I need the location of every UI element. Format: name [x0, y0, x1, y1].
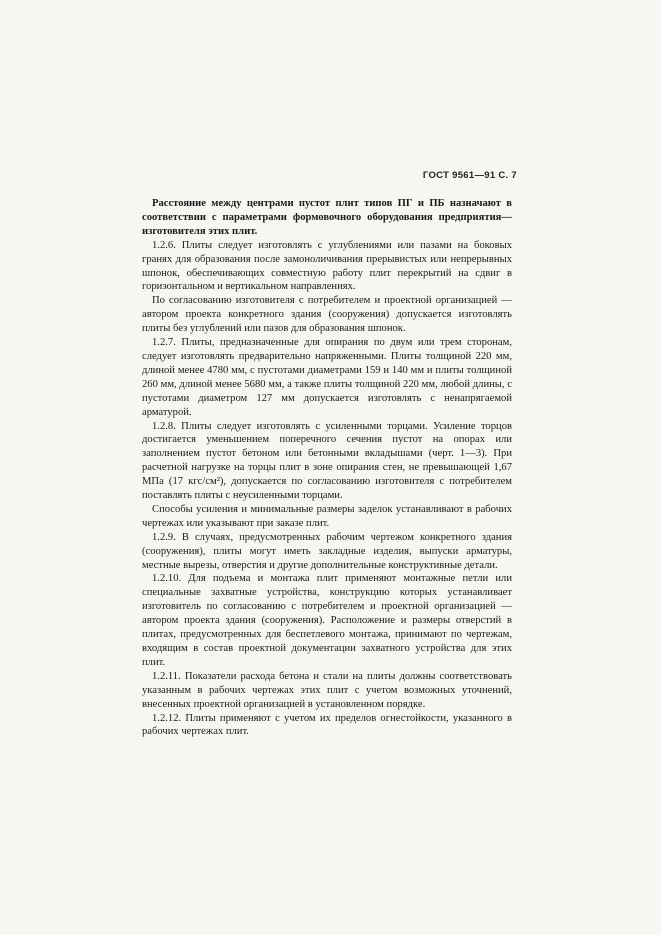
paragraph-reinforcement-methods: Способы усиления и минимальные размеры заделок устанавливают в рабочих чертежах или указывают при заказе плит. — [142, 503, 512, 529]
paragraph-1-2-8: 1.2.8. Плиты следует изготовлять с усиленными торцами. Усиление торцов достигается уменьшением поперечного сечения пустот на опорах или заполнением пустот бетоном или бетонными вкладышами (черт. 1—3). При расчетной нагрузке на торцы плит в зоне опирания стен, не превышающей 1,67 МПа (17 кгс/см²), допускается по согласованию изготовителя с потребителем поставлять плиты с неусиленными торцами. — [142, 420, 512, 502]
paragraph-1-2-7: 1.2.7. Плиты, предназначенные для опирания по двум или трем сторонам, следует изготовлять предварительно напряженными. Плиты толщиной 220 мм, длиной менее 4780 мм, с пустотами диаметрами 159 и 140 мм и плиты толщиной 260 мм, длиной менее 5680 мм, а также плиты толщиной 220 мм, любой длины, с пустотами диаметром 127 мм допускается изготовлять с ненапрягаемой арматурой. — [142, 337, 512, 418]
page-header: ГОСТ 9561—91 С. 7 — [422, 170, 517, 181]
paragraph-1-2-10: 1.2.10. Для подъема и монтажа плит применяют монтажные петли или специальные захватные устройства, конструкцию которых устанавливает изготовитель по согласованию с потребителем и проектной организацией — автором проекта здания (сооружения). Расположение и размеры отверстий в плитах, предусмотренных для беспетлевого монтажа, принимают по чертежам, входящим в состав проектной документации захватного устройства для этих плит. — [142, 573, 512, 668]
paragraph-1-2-9: 1.2.9. В случаях, предусмотренных рабочим чертежом конкретного здания (сооружения), плиты могут иметь закладные изделия, выпуски арматуры, местные вырезы, отверстия и другие дополнительные конструктивные детали. — [142, 531, 512, 571]
paragraph-1-2-11: 1.2.11. Показатели расхода бетона и стали на плиты должны соответствовать указанным в рабочих чертежах этих плит с учетом возможных уточнений, внесенных проектной организацией в установленном порядке. — [142, 670, 512, 710]
paragraph-1-2-6: 1.2.6. Плиты следует изготовлять с углублениями или пазами на боковых гранях для образования после замоноличивания прерывистых или непрерывных шпонок, обеспечивающих совместную работу плит перекрытий на сдвиг в горизонтальном и вертикальном направлениях. — [142, 239, 512, 293]
document-body — [142, 197, 512, 739]
paragraph-void-spacing: Расстояние между центрами пустот плит типов ПГ и ПБ назначают в соответствии с параметрами формовочного оборудования предприятия—изготовителя этих плит. — [142, 198, 512, 237]
paragraph-agreement-no-grooves: По согласованию изготовителя с потребителем и проектной организацией — автором проекта конкретного здания (сооружения) допускается изготовлять плиты без углублений или пазов для образования шпонок. — [142, 295, 512, 335]
paragraph-1-2-12: 1.2.12. Плиты применяют с учетом их пределов огнестойкости, указанного в рабочих чертежах плит. — [142, 712, 512, 738]
